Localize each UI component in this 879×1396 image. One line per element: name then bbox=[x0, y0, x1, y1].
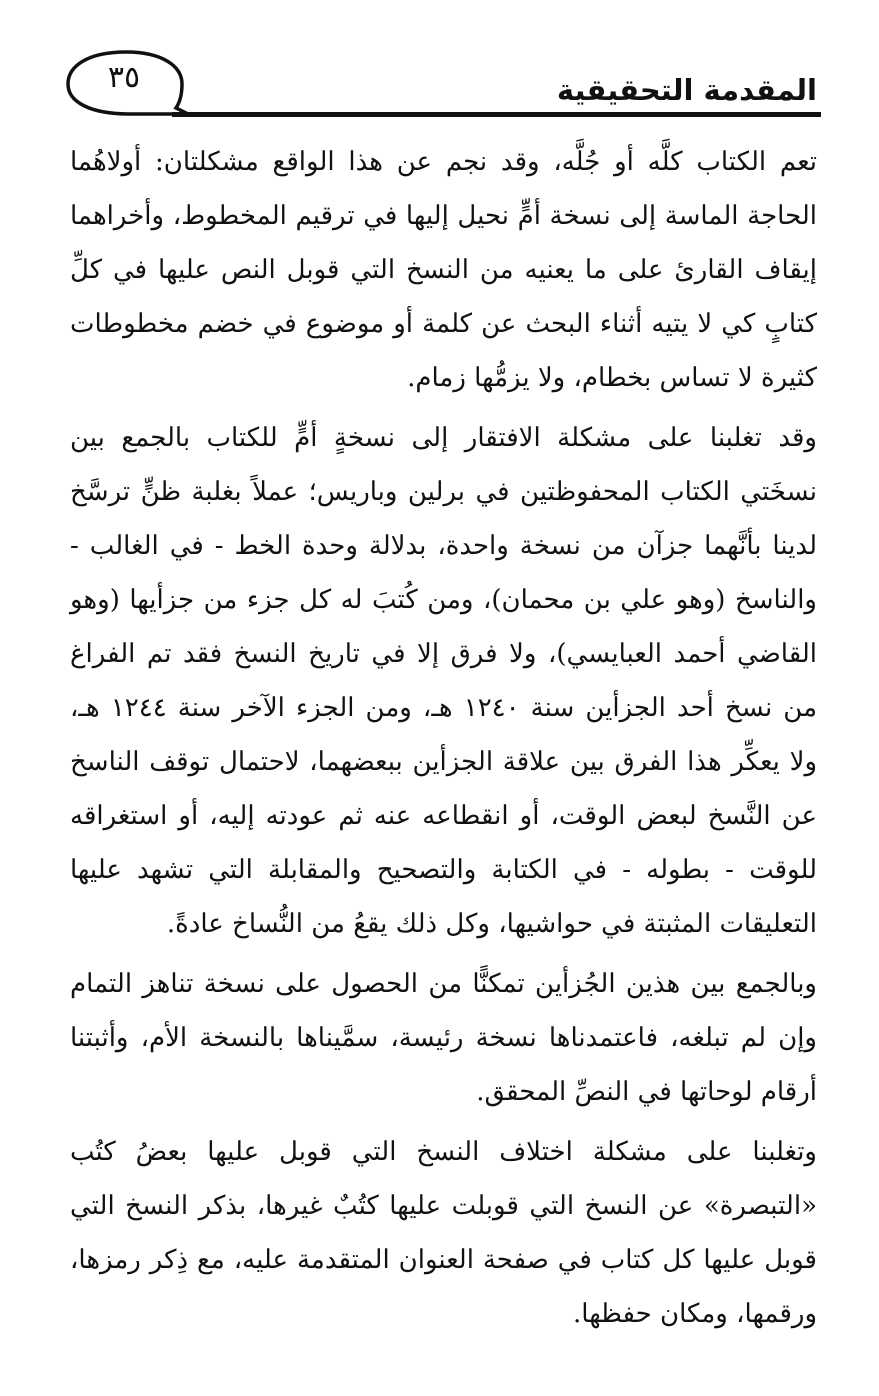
paragraph-3: وبالجمع بين هذين الجُزأين تمكنًّا من الحصول على نسخة تناهز التمام وإن لم تبلغه، فاعتمدناها نسخة رئيسة، سمَّيناها بالنسخة الأم، وأثبتنا أرقام لوحاتها في النصِّ المحقق. bbox=[70, 969, 817, 1107]
page-header bbox=[0, 0, 879, 130]
header-rule bbox=[172, 112, 821, 117]
paragraph-2: وقد تغلبنا على مشكلة الافتقار إلى نسخةٍ أمٍّ للكتاب بالجمع بين نسخَتي الكتاب المحفوظتين في برلين وباريس؛ عملاً بغلبة ظنٍّ ترسَّخ لدينا بأنَّهما جزآن من نسخة واحدة، بدلالة وحدة الخط - في الغالب - والناسخ (وهو علي بن محمان)، ومن كُتبَ له كل جزء من جزأيها (وهو القاضي أحمد العبايسي)، ولا فرق إلا في تاريخ النسخ فقد تم الفراغ من نسخ أحد الجزأين سنة ١٢٤٠ هـ، ومن الجزء الآخر سنة ١٢٤٤ هـ، ولا يعكِّر هذا الفرق بين علاقة الجزأين ببعضهما، لاحتمال توقف الناسخ عن النَّسخ لبعض الوقت، أو انقطاعه عنه ثم عودته إليه، أو استغراقه للوقت - بطوله - في الكتابة والتصحيح والمقابلة التي تشهد عليها التعليقات المثبتة في حواشيها، وكل ذلك يقعُ من النُّساخ عادةً. bbox=[70, 423, 818, 939]
paragraph-4: وتغلبنا على مشكلة اختلاف النسخ التي قوبل عليها بعضُ كتُب «التبصرة» عن النسخ التي قوبلت عليها كتُبٌ غيرها، بذكر النسخ التي قوبل عليها كل كتاب في صفحة العنوان المتقدمة عليه، مع ذِكر رمزها، ورقمها، ومكان حفظها. bbox=[70, 1137, 817, 1329]
body-text bbox=[70, 135, 817, 1341]
page-number: ٣٥ bbox=[107, 60, 141, 95]
paragraph-1: تعم الكتاب كلَّه أو جُلَّه، وقد نجم عن هذا الواقع مشكلتان: أولاهُما الحاجة الماسة إلى نسخة أمٍّ نحيل إليها في ترقيم المخطوط، وأخراهما إيقاف القارئ على ما يعنيه من النسخ التي قوبل النص عليها في كلِّ كتابٍ كي لا يتيه أثناء البحث عن كلمة أو موضوع في خضم مخطوطات كثيرة لا تساس بخطام، ولا يزمُّها زمام. bbox=[70, 147, 817, 393]
running-title: المقدمة التحقيقية bbox=[556, 73, 817, 107]
